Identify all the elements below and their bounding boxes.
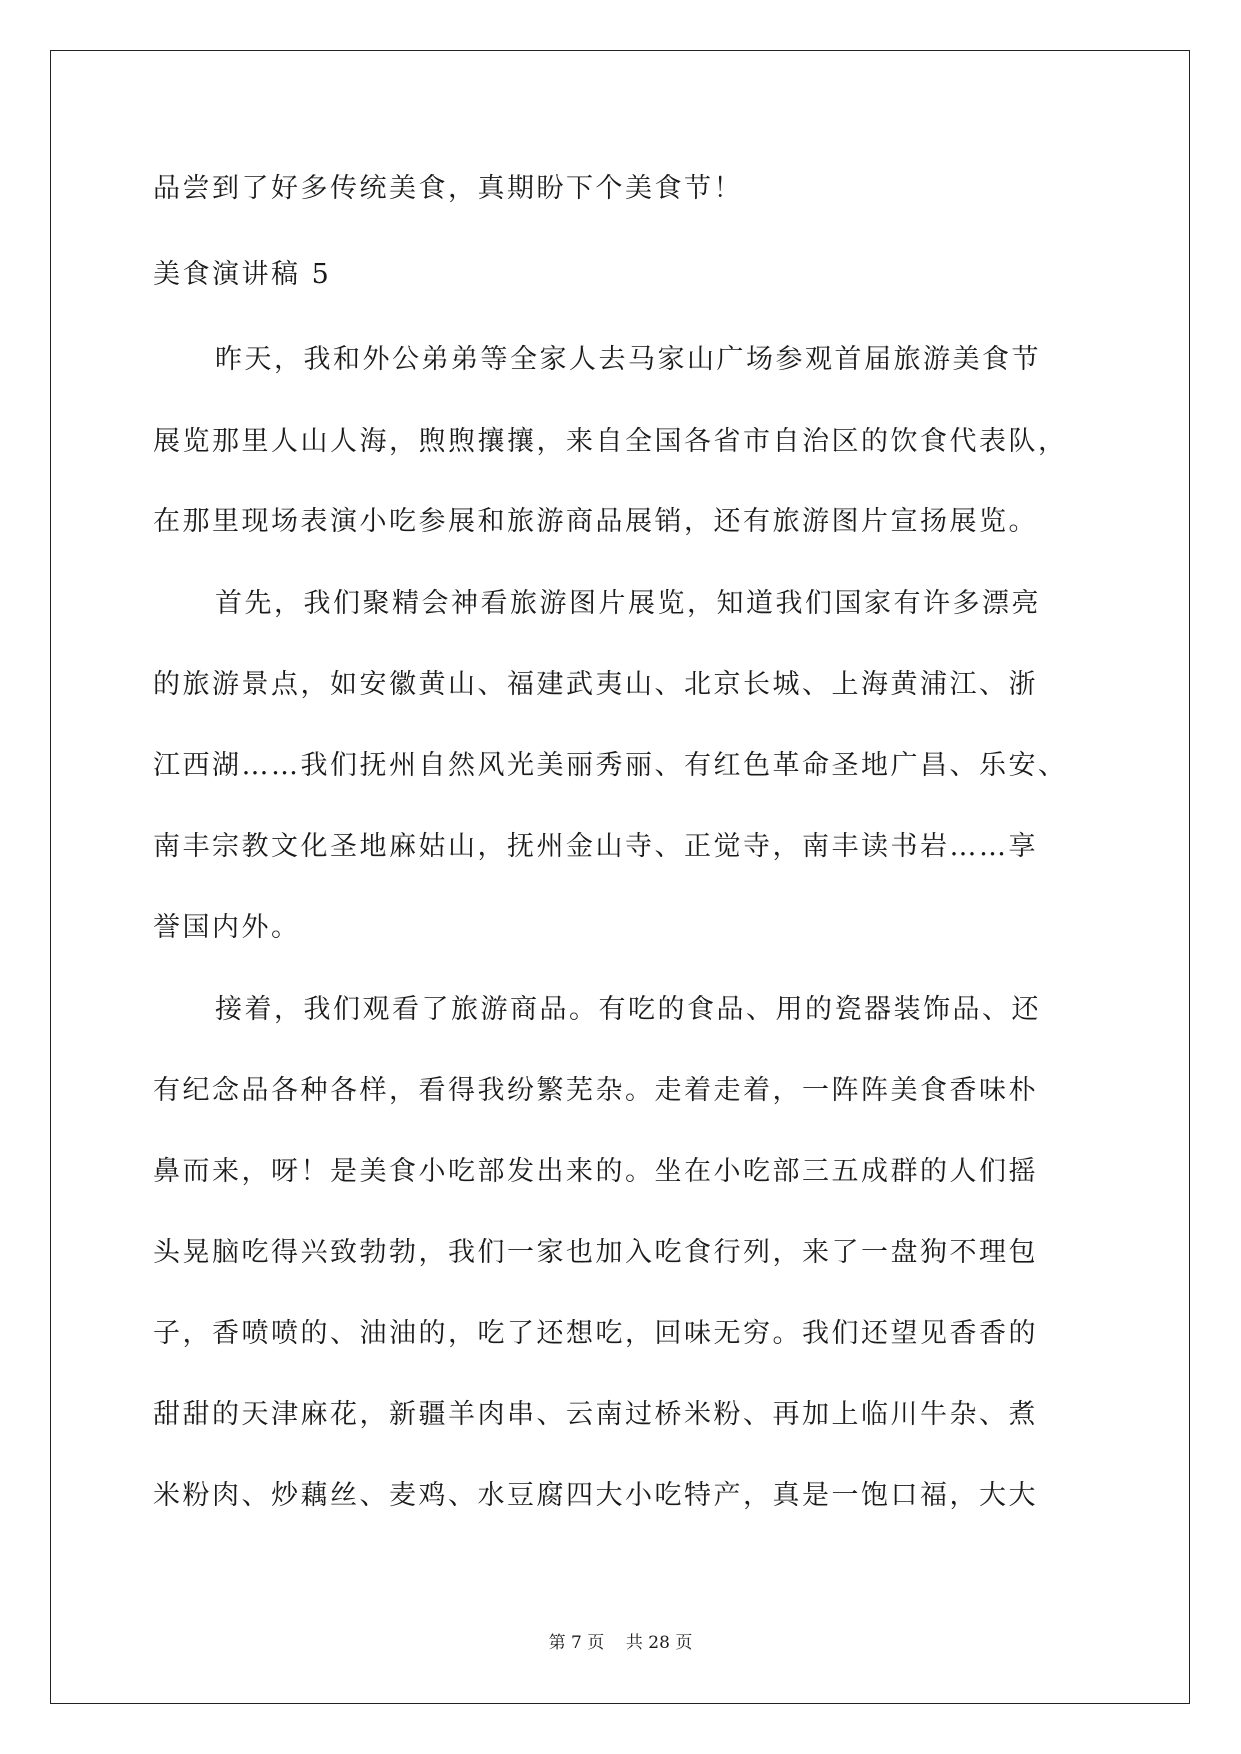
paragraph-line: 鼻而来，呀！是美食小吃部发出来的。坐在小吃部三五成群的人们摇 (153, 1156, 1038, 1187)
opening-line: 品尝到了好多传统美食，真期盼下个美食节！ (153, 173, 743, 204)
paragraph-line: 有纪念品各种各样，看得我纷繁芜杂。走着走着，一阵阵美食香味朴 (153, 1075, 1038, 1106)
section-title: 美食演讲稿 5 (153, 259, 332, 290)
paragraph-line: 米粉肉、炒藕丝、麦鸡、水豆腐四大小吃特产，真是一饱口福，大大 (153, 1480, 1038, 1511)
paragraph-line: 誉国内外。 (153, 912, 301, 943)
paragraph-line: 接着，我们观看了旅游商品。有吃的食品、用的瓷器装饰品、还 (215, 994, 1041, 1025)
paragraph-line: 的旅游景点，如安徽黄山、福建武夷山、北京长城、上海黄浦江、浙 (153, 669, 1038, 700)
paragraph-line: 南丰宗教文化圣地麻姑山，抚州金山寺、正觉寺，南丰读书岩……享 (153, 831, 1038, 862)
paragraph-line: 子，香喷喷的、油油的，吃了还想吃，回味无穷。我们还望见香香的 (153, 1318, 1038, 1349)
paragraph-line: 展览那里人山人海，煦煦攘攘，来自全国各省市自治区的饮食代表队， (153, 426, 1068, 457)
paragraph-line: 昨天，我和外公弟弟等全家人去马家山广场参观首届旅游美食节 (215, 344, 1041, 375)
paragraph-line: 首先，我们聚精会神看旅游图片展览，知道我们国家有许多漂亮 (215, 588, 1041, 619)
paragraph-line: 甜甜的天津麻花，新疆羊肉串、云南过桥米粉、再加上临川牛杂、煮 (153, 1399, 1038, 1430)
page-number-footer: 第 7 页 共 28 页 (548, 1633, 693, 1653)
page-border (50, 50, 1190, 1704)
paragraph-line: 江西湖……我们抚州自然风光美丽秀丽、有红色革命圣地广昌、乐安、 (153, 750, 1068, 781)
paragraph-line: 头晃脑吃得兴致勃勃，我们一家也加入吃食行列，来了一盘狗不理包 (153, 1237, 1038, 1268)
paragraph-line: 在那里现场表演小吃参展和旅游商品展销，还有旅游图片宣扬展览。 (153, 506, 1038, 537)
